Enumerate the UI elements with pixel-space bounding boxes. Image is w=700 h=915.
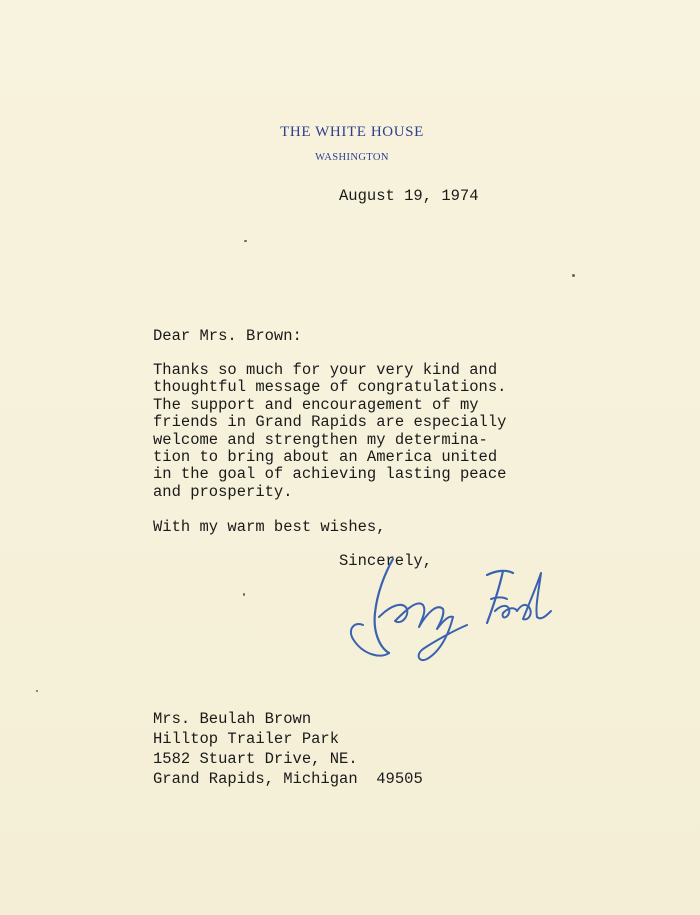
body-line: and prosperity. <box>153 482 293 501</box>
address-line: Mrs. Beulah Brown <box>153 710 312 728</box>
body-line: in the goal of achieving lasting peace <box>153 465 507 484</box>
body-line: friends in Grand Rapids are especially <box>153 413 507 432</box>
signoff: Sincerely, <box>339 552 433 570</box>
address-line: 1582 Stuart Drive, NE. <box>153 750 358 768</box>
handwritten-signature <box>345 555 560 667</box>
body-line: The support and encouragement of my <box>153 395 479 414</box>
paper-speck <box>572 274 575 277</box>
body-line: Thanks so much for your very kind and <box>153 361 498 379</box>
letterhead-subtitle: WASHINGTON <box>315 152 389 163</box>
body-line: tion to bring about an America united <box>153 448 498 466</box>
paper-speck <box>243 593 245 596</box>
paper-speck <box>36 690 38 692</box>
address-line: Grand Rapids, Michigan 49505 <box>153 770 423 788</box>
address-line: Hilltop Trailer Park <box>153 730 340 748</box>
body-line: welcome and strengthen my determina- <box>153 430 488 449</box>
letterhead-title: THE WHITE HOUSE <box>280 124 424 140</box>
salutation: Dear Mrs. Brown: <box>153 327 302 345</box>
body-line: thoughtful message of congratulations. <box>153 378 507 397</box>
closing-line: With my warm best wishes, <box>153 518 386 536</box>
letter-date: August 19, 1974 <box>339 187 479 205</box>
paper-speck <box>244 240 247 242</box>
